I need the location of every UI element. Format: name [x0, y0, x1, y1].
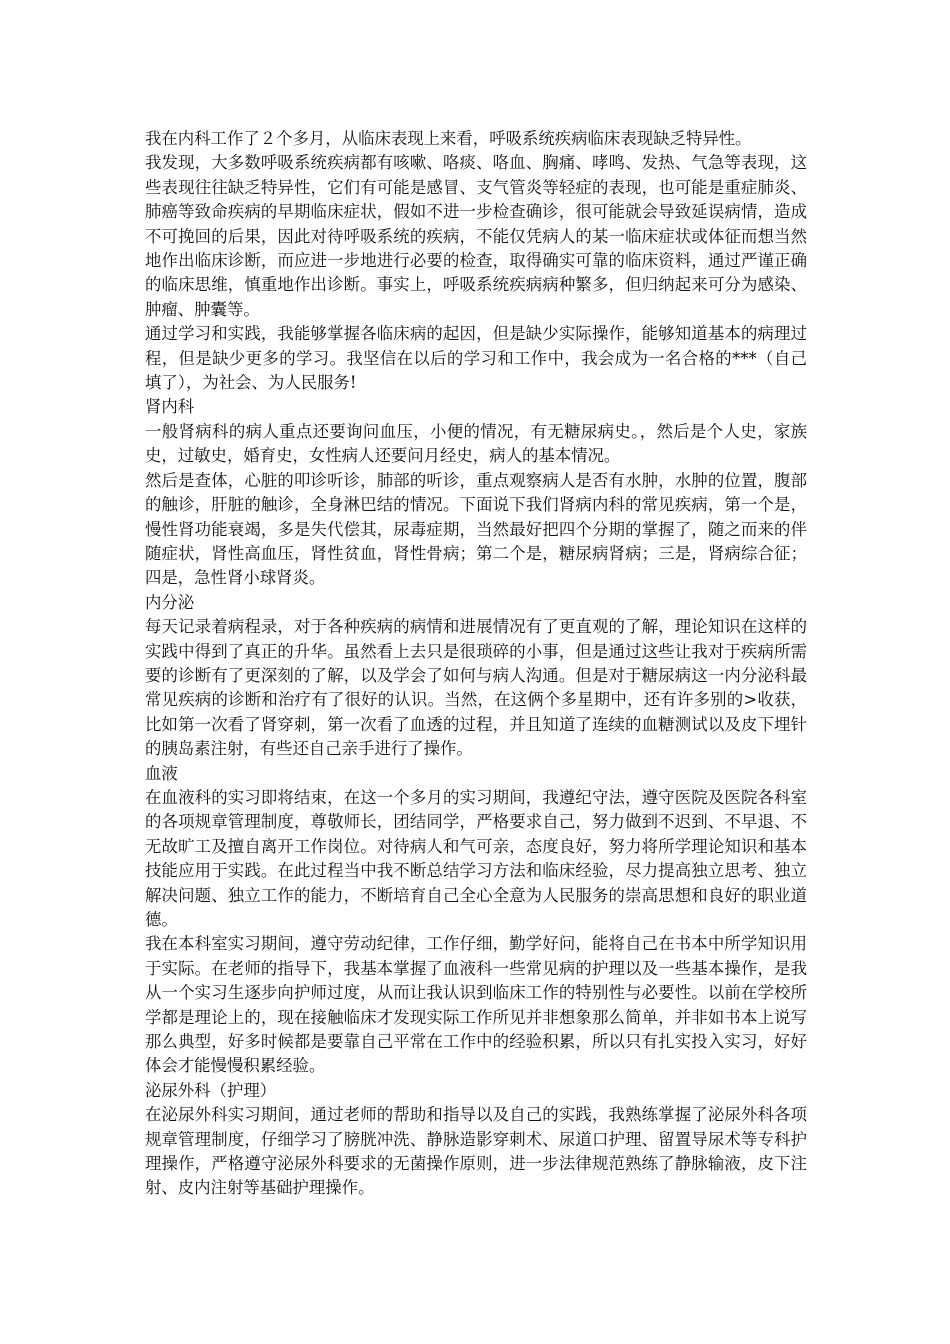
hematology-paragraph: 我在本科室实习期间，遵守劳动纪律，工作仔细，勤学好问，能将自己在书本中所学知识用于实际。在老师的指导下，我基本掌握了血液科一些常见病的护理以及一些基本操作，是我从一个实习生逐步向护师过度，从而让我认识到临床工作的特别性与必要性。以前在学校所学都是理论上的，现在接触临床才发现实际工作所见并非想象那么简单，并非如书本上说写那么典型，好多时候都是要靠自己平常在工作中的经验积累，所以只有扎实投入实习，好好体会才能慢慢积累经验。 — [145, 934, 807, 1076]
nephrology-paragraph: 一般肾病科的病人重点还要询问血压，小便的情况，有无糖尿病史。，然后是个人史，家族史，过敏史，婚育史，女性病人还要问月经史，病人的基本情况。 — [145, 421, 807, 466]
respiratory-paragraph: 我发现，大多数呼吸系统疾病都有咳嗽、咯痰、咯血、胸痛、哮鸣、发热、气急等表现，这些表现往往缺乏特异性，它们有可能是感冒、支气管炎等轻症的表现，也可能是重症肺炎、肺癌等致命疾病的早期临床症状，假如不进一步检查确诊，很可能就会导致延误病情，造成不可挽回的后果，因此对待呼吸系统的疾病，不能仅凭病人的某一临床症状或体征而想当然地作出临床诊断，而应进一步地进行必要的检查，取得确实可靠的临床资料，通过严谨正确的临床思维，慎重地作出诊断。事实上，呼吸系统疾病病种繁多，但归纳起来可分为感染、肿瘤、肿囊等。 — [145, 153, 807, 319]
intro-paragraph: 我在内科工作了２个多月，从临床表现上来看，呼吸系统疾病临床表现缺乏特异性。 — [145, 129, 752, 148]
section-heading-hematology: 血液 — [145, 763, 178, 783]
urology-paragraph: 在泌尿外科实习期间，通过老师的帮助和指导以及自己的实践，我熟练掌握了泌尿外科各项规章管理制度，仔细学习了膀胱冲洗、静脉造影穿刺术、尿道口护理、留置导尿术等专科护理操作，严格遵守泌尿外科要求的无菌操作原则，进一步法律规范熟练了静脉输液，皮下注射、皮内注射等基础护理操作。 — [145, 1105, 807, 1198]
summary-paragraph: 通过学习和实践，我能够掌握各临床病的起因，但是缺少实际操作，能够知道基本的病理过程，但是缺少更多的学习。我坚信在以后的学习和工作中，我会成为一名合格的***（自己填了），为社会、为人民服务! — [145, 324, 807, 393]
nephrology-paragraph: 然后是查体，心脏的叩诊听诊，肺部的听诊，重点观察病人是否有水肿，水肿的位置，腹部的触诊，肝脏的触诊，全身淋巴结的情况。下面说下我们肾病内科的常见疾病，第一个是，慢性肾功能衰竭，多是失代偿其，尿毒症期，当然最好把四个分期的掌握了，随之而来的伴随症状，肾性高血压，肾性贫血，肾性骨病；第二个是，糖尿病肾病；三是，肾病综合征；四是，急性肾小球肾炎。 — [145, 470, 807, 588]
section-heading-urology: 泌尿外科（护理） — [145, 1080, 277, 1100]
endocrinology-paragraph: 每天记录着病程录，对于各种疾病的病情和进展情况有了更直观的了解，理论知识在这样的实践中得到了真正的升华。虽然看上去只是很琐碎的小事，但是通过这些让我对于疾病所需要的诊断有了更深刻的了解，以及学会了如何与病人沟通。但是对于糖尿病这一内分泌科最常见疾病的诊断和治疗有了很好的认识。当然，在这俩个多星期中，还有许多别的>收获，比如第一次看了肾穿刺，第一次看了血透的过程，并且知道了连续的血糖测试以及皮下埋针的胰岛素注射，有些还自己亲手进行了操作。 — [145, 617, 807, 759]
document-body — [145, 127, 807, 1201]
hematology-paragraph: 在血液科的实习即将结束，在这一个多月的实习期间，我遵纪守法，遵守医院及医院各科室的各项规章管理制度，尊敬师长，团结同学，严格要求自己，努力做到不迟到、不早退、不无故旷工及擅自离开工作岗位。对待病人和气可亲，态度良好，努力将所学理论知识和基本技能应用于实践。在此过程当中我不断总结学习方法和临床经验，尽力提高独立思考、独立解决问题、独立工作的能力，不断培育自己全心全意为人民服务的崇高思想和良好的职业道德。 — [145, 787, 807, 929]
section-heading-endocrinology: 内分泌 — [145, 592, 195, 612]
section-heading-nephrology: 肾内科 — [145, 397, 195, 417]
